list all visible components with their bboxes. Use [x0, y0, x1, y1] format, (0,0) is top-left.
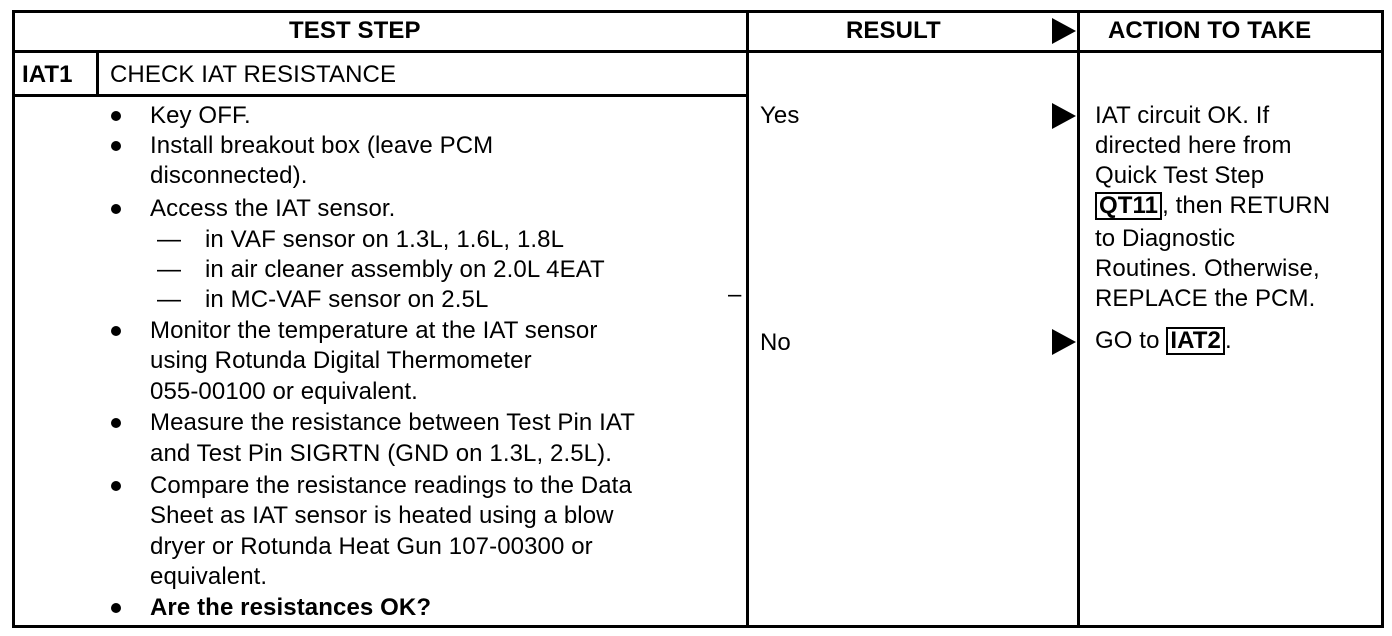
step-compare-l2: Sheet as IAT sensor is heated using a blow [150, 502, 614, 529]
sub-dash: — [157, 286, 182, 313]
result-no: No [760, 329, 791, 356]
action-yes-l4 [1095, 191, 1330, 221]
result-yes: Yes [760, 102, 800, 129]
step-title: CHECK IAT RESISTANCE [110, 61, 397, 88]
action-yes-l3: Quick Test Step [1095, 162, 1265, 189]
sub-mc-vaf: in MC-VAF sensor on 2.5L [205, 286, 489, 313]
action-yes-l4-rest: , then RETURN [1162, 192, 1331, 219]
step-id-divider [96, 52, 99, 96]
step-compare-l1: Compare the resistance readings to the Data [150, 472, 632, 499]
table-bottom-border [12, 625, 1384, 628]
table-top-border [12, 10, 1384, 13]
action-yes-l6: Routines. Otherwise, [1095, 255, 1320, 282]
action-no-prefix: GO to [1095, 327, 1160, 354]
stray-mark: – [728, 281, 742, 308]
bullet-icon [111, 418, 121, 428]
bullet-icon [111, 111, 121, 121]
bullet-icon [111, 141, 121, 151]
step-measure-l1: Measure the resistance between Test Pin IAT [150, 409, 635, 436]
step-compare-l4: equivalent. [150, 563, 268, 590]
step-monitor-l2: using Rotunda Digital Thermometer [150, 347, 532, 374]
header-bottom-border [12, 50, 1384, 53]
step-id: IAT1 [22, 61, 73, 88]
sub-vaf-sensor: in VAF sensor on 1.3L, 1.6L, 1.8L [205, 226, 565, 253]
action-yes-l2: directed here from [1095, 132, 1292, 159]
step-install-breakout-l2: disconnected). [150, 162, 308, 189]
step-measure-l2: and Test Pin SIGRTN (GND on 1.3L, 2.5L). [150, 440, 612, 467]
step-row-bottom-border [12, 94, 748, 97]
sub-dash: — [157, 256, 182, 283]
no-arrow-icon [1052, 329, 1076, 355]
test-step-result-divider [746, 10, 749, 628]
table-right-border [1381, 10, 1384, 628]
step-compare-l3: dryer or Rotunda Heat Gun 107-00300 or [150, 533, 593, 560]
header-test-step: TEST STEP [289, 17, 421, 44]
action-yes-l7: REPLACE the PCM. [1095, 285, 1316, 312]
sub-air-cleaner: in air cleaner assembly on 2.0L 4EAT [205, 256, 605, 283]
result-action-divider [1077, 10, 1080, 628]
step-access-iat: Access the IAT sensor. [150, 195, 396, 222]
bullet-icon [111, 326, 121, 336]
action-no [1095, 326, 1232, 356]
action-yes-l1: IAT circuit OK. If [1095, 102, 1270, 129]
iat2-step-ref[interactable]: IAT2 [1166, 327, 1225, 355]
step-monitor-l1: Monitor the temperature at the IAT sensor [150, 317, 598, 344]
yes-arrow-icon [1052, 103, 1076, 129]
action-yes-l5: to Diagnostic [1095, 225, 1236, 252]
header-arrow-icon [1052, 18, 1076, 44]
table-left-border [12, 10, 15, 628]
bullet-icon [111, 481, 121, 491]
step-question: Are the resistances OK? [150, 594, 432, 621]
step-install-breakout-l1: Install breakout box (leave PCM [150, 132, 494, 159]
quick-test-step-ref[interactable]: QT11 [1095, 192, 1162, 220]
step-monitor-l3: 055-00100 or equivalent. [150, 378, 418, 405]
bullet-icon [111, 204, 121, 214]
sub-dash: — [157, 226, 182, 253]
header-result: RESULT [846, 17, 941, 44]
action-no-suffix: . [1224, 327, 1232, 354]
bullet-icon [111, 603, 121, 613]
header-action-to-take: ACTION TO TAKE [1108, 17, 1312, 44]
step-key-off: Key OFF. [150, 102, 251, 129]
